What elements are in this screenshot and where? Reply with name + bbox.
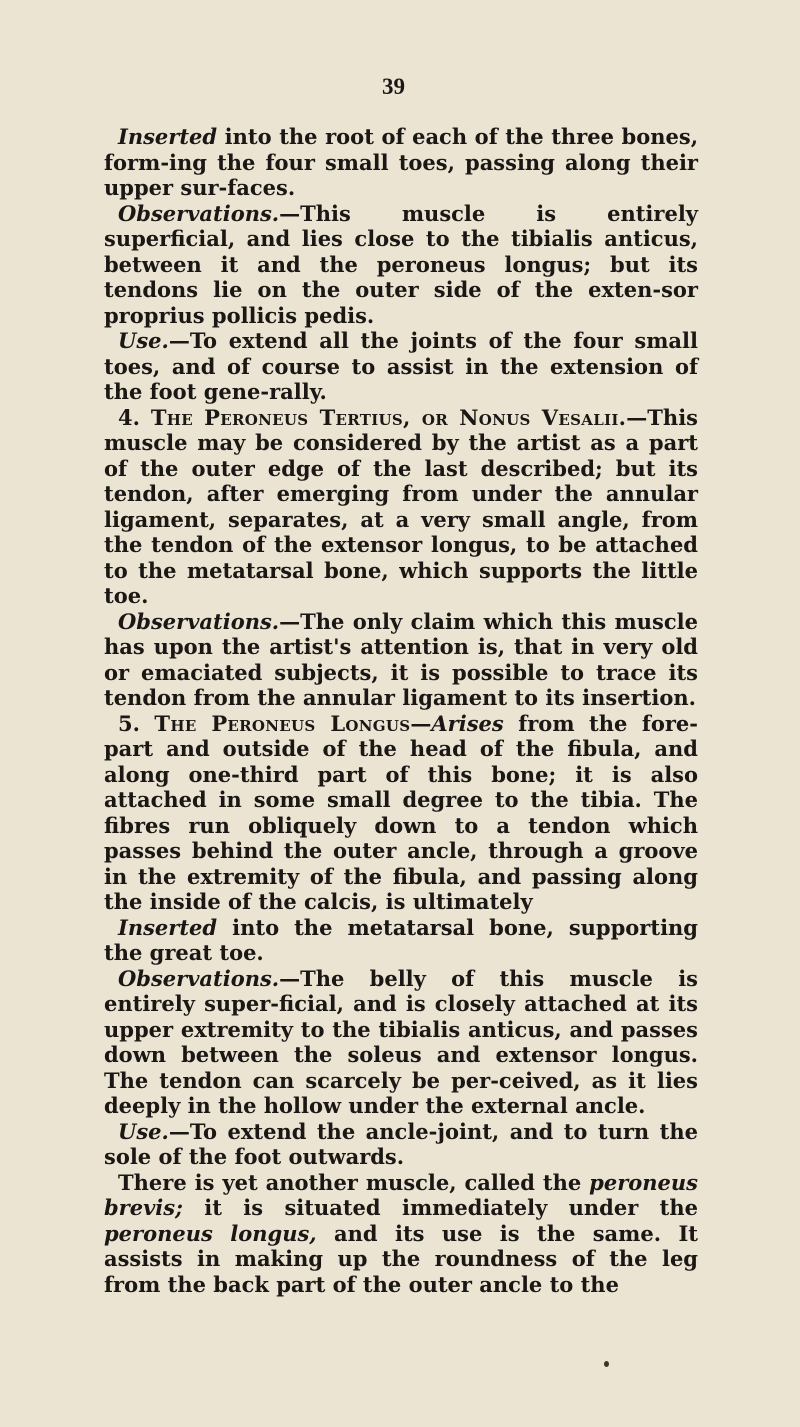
paragraph-observations-extensor [104, 201, 698, 329]
paragraph-inserted-toes [104, 124, 698, 201]
paragraph-text: —This muscle is entirely superficial, and lies close to the tibialis anticus, between it and the peroneus longus; but its tendons lie on the outer side of the exten-sor proprius pollicis pedis. [104, 200, 698, 328]
paragraph-lead: Use. [118, 1118, 169, 1144]
paragraph-lead: Arises [431, 710, 504, 736]
paragraph-text: into the root of each of the three bones, form-ing the four small toes, passing along their upper sur-faces. [104, 124, 698, 200]
paragraph-lead: Observations. [118, 965, 280, 991]
paragraph-peroneus-brevis [104, 1170, 698, 1298]
paragraph-peroneus-longus [104, 711, 698, 915]
paragraph-text: from the fore-part and outside of the head of the fibula, and along one-third part of this bone; it is also attached in some small degree to the tibia. The fibres run obliquely down to a tendon which passes behind the outer ancle, through a groove in the extremity of the fibula, and passing along the inside of the calcis, is ultimately [104, 710, 698, 914]
paragraph-lead: Observations. [118, 200, 280, 226]
paragraph-observations-tertius [104, 609, 698, 711]
paragraph-observations-longus [104, 966, 698, 1119]
section-number: 5. [118, 710, 140, 736]
body-text [104, 124, 698, 1297]
term-peroneus-longus: peroneus longus, [104, 1220, 317, 1246]
term-peroneus-brevis: peroneus brevis; [104, 1169, 698, 1220]
paragraph-text: —The belly of this muscle is entirely super-ficial, and is closely attached at its upper extremity to the tibialis anticus, and passes down between the soleus and extensor longus. The tendon can scarcely be per-ceived, as it lies deeply in the hollow under the external ancle. [104, 965, 698, 1118]
paragraph-lead: Inserted [118, 124, 218, 149]
paragraph-inserted-great-toe [104, 915, 698, 966]
paragraph-lead: Use. [118, 328, 169, 353]
paragraph-text: There is yet another muscle, called the [118, 1169, 590, 1195]
ink-speck [604, 1361, 609, 1367]
paragraph-text: it is situated immediately under the [182, 1195, 698, 1220]
page-number: 39 [382, 74, 405, 99]
heading-dash: — [410, 710, 432, 736]
section-heading: The Peroneus Longus [154, 710, 411, 736]
paragraph-lead: Inserted [118, 914, 218, 940]
paragraph-peroneus-tertius [104, 405, 698, 609]
paragraph-text: —To extend all the joints of the four small toes, and of course to assist in the extension of the foot gene-rally. [104, 328, 698, 404]
paragraph-text: and its use is the same. It assists in making up the roundness of the leg from the back part of the outer ancle to the [104, 1220, 698, 1297]
paragraph-text: into the metatarsal bone, supporting the great toe. [104, 914, 698, 965]
paragraph-lead: Observations. [118, 608, 280, 634]
section-heading: The Peroneus Tertius, or Nonus Vesalii. [150, 404, 627, 430]
section-number: 4. [118, 404, 140, 430]
paragraph-use-extensor [104, 328, 698, 405]
paragraph-use-longus [104, 1119, 698, 1170]
paragraph-text: —This muscle may be considered by the artist as a part of the outer edge of the last described; but its tendon, after emerging from under the annular ligament, separates, at a very small angle, from the tendon of the extensor longus, to be attached to the metatarsal bone, which supports the little toe. [104, 404, 698, 608]
paragraph-text: —The only claim which this muscle has upon the artist's attention is, that in very old or emaciated subjects, it is possible to trace its tendon from the annular ligament to its insertion. [104, 608, 698, 710]
paragraph-text: —To extend the ancle-joint, and to turn the sole of the foot outwards. [104, 1118, 698, 1169]
